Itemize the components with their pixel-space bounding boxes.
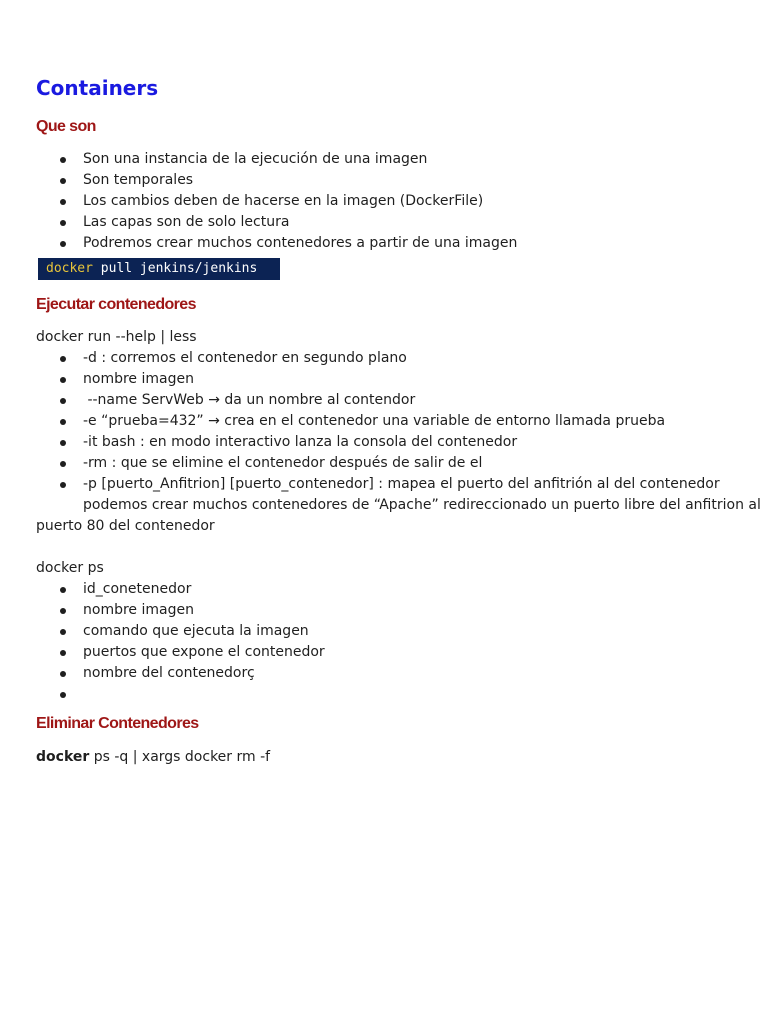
code-keyword: docker [46,261,93,276]
heading-ejecutar: Ejecutar contenedores [36,296,196,313]
list-item: comando que ejecuta la imagen [36,621,736,642]
list-item: -rm : que se elimine el contenedor después de salir de el [36,453,736,474]
list-item: -p [puerto_Anfitrion] [puerto_contenedor] : mapea el puerto del anfitrión al del contenedor [36,474,736,495]
list-docker-ps [36,579,736,705]
list-item: --name ServWeb → da un nombre al contendor [36,390,736,411]
list-item: -e “prueba=432” → crea en el contenedor una variable de entorno llamada prueba [36,411,736,432]
list-que-son [36,149,736,254]
heading-que-son: Que son [36,118,96,135]
page-title: Containers [36,76,159,100]
list-item: Podremos crear muchos contenedores a partir de una imagen [36,233,736,254]
code-block [38,258,280,280]
list-item: Los cambios deben de hacerse en la imagen (DockerFile) [36,191,736,212]
bullet-icon [60,356,66,362]
list-item: nombre imagen [36,600,736,621]
bullet-icon [60,629,66,635]
list-item [36,684,736,705]
command-rest: ps -q | xargs docker rm -f [89,749,271,765]
list-item: Son una instancia de la ejecución de una imagen [36,149,736,170]
bullet-icon [60,220,66,226]
bullet-icon [60,461,66,467]
bullet-icon [60,587,66,593]
bullet-icon [60,377,66,383]
list-item: Son temporales [36,170,736,191]
bullet-icon [60,157,66,163]
note-line-2: puerto 80 del contenedor [36,518,215,534]
bullet-icon [60,650,66,656]
code-text: pull jenkins/jenkins [92,261,258,276]
list-ejecutar [36,348,736,495]
bullet-icon [60,608,66,614]
list-item: -it bash : en modo interactivo lanza la consola del contenedor [36,432,736,453]
list-item: -d : corremos el contenedor en segundo plano [36,348,736,369]
bullet-icon [60,398,66,404]
bullet-icon [60,671,66,677]
note-line-1: podemos crear muchos contenedores de “Apache” redireccionado un puerto libre del anfitrion al [83,497,761,513]
bullet-icon [60,241,66,247]
heading-eliminar: Eliminar Contenedores [36,715,199,732]
command-bold: docker [36,749,90,765]
bullet-icon [60,199,66,205]
docker-run-intro: docker run --help | less [36,329,197,345]
bullet-icon [60,692,66,698]
list-item: nombre del contenedorç [36,663,736,684]
bullet-icon [60,178,66,184]
list-item: id_conetenedor [36,579,736,600]
bullet-icon [60,419,66,425]
list-item: nombre imagen [36,369,736,390]
bullet-icon [60,482,66,488]
eliminar-command [36,747,270,768]
bullet-icon [60,440,66,446]
list-item: puertos que expone el contenedor [36,642,736,663]
docker-ps-intro: docker ps [36,560,104,576]
list-item: Las capas son de solo lectura [36,212,736,233]
